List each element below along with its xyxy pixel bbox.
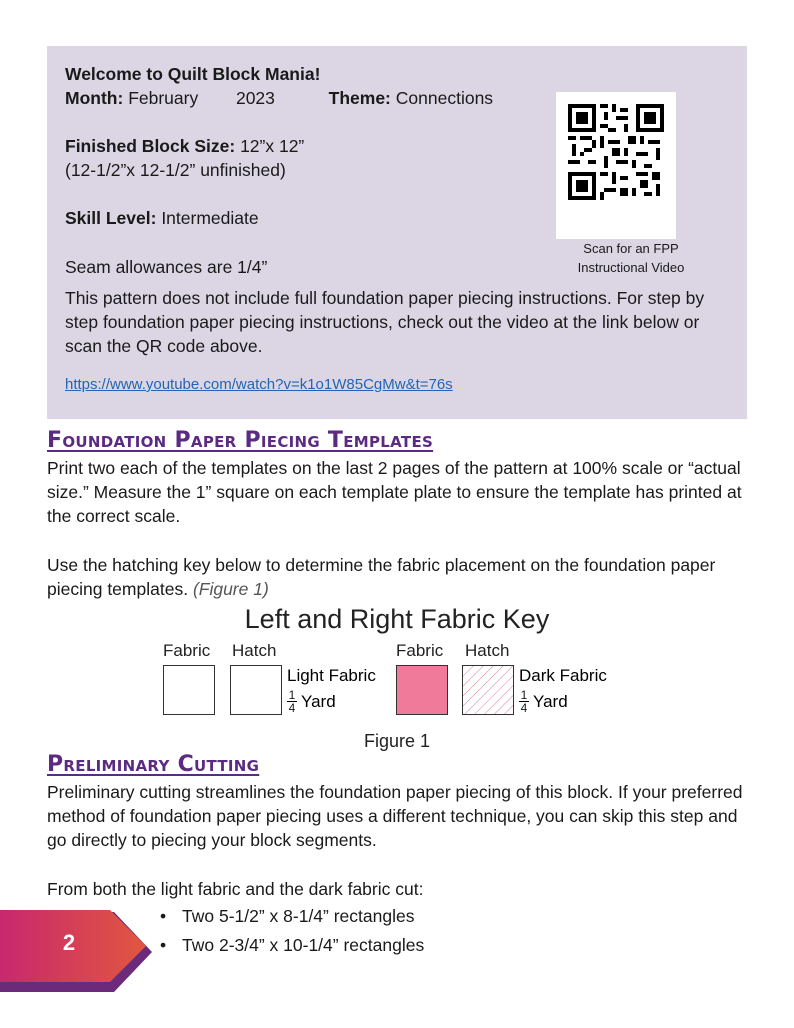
seam-allowance: Seam allowances are 1/4”: [65, 257, 268, 277]
month-label: Month:: [65, 88, 124, 108]
page-number: 2: [62, 930, 76, 955]
figure-caption: Figure 1: [363, 731, 431, 751]
templates-paragraph: Print two each of the templates on the last 2 pages of the pattern at 100% scale or “actual size.” Measure the 1” square on each template plate to ensure the template has printed at the correct scale.: [47, 458, 742, 526]
block-size-line: Finished Block Size: 12”x 12”: [65, 136, 305, 156]
cutting-paragraph: Preliminary cutting streamlines the foundation paper piecing of this block. If your preferred method of foundation paper piecing uses a different technique, you can skip this step and go directly to piecing your block segments.: [47, 782, 743, 850]
dark-hatch-col-label: Hatch: [465, 641, 510, 660]
dark-hatch-swatch: [462, 665, 514, 715]
cutting-heading: Preliminary Cutting: [47, 752, 260, 777]
cutting-intro: From both the light fabric and the dark fabric cut:: [47, 879, 424, 899]
light-fabric-col-label: Fabric: [163, 641, 211, 660]
hatching-paragraph: Use the hatching key below to determine the fabric placement on the foundation paper piecing templates. (Figure 1): [47, 555, 716, 599]
video-link[interactable]: https://www.youtube.com/watch?v=k1o1W85CgMw&t=76s: [65, 376, 453, 393]
month-value: February: [128, 88, 199, 108]
cutting-list: [160, 902, 424, 960]
qr-code[interactable]: [556, 92, 676, 239]
theme-value: Connections: [395, 88, 494, 108]
qr-caption: Scan for an FPP Instructional Video: [577, 241, 685, 275]
templates-heading: Foundation Paper Piecing Templates: [47, 428, 434, 453]
hatch-pattern-icon: [463, 666, 514, 715]
info-box: [47, 46, 747, 419]
light-fraction: 1 4: [288, 688, 296, 715]
figure-reference: (Figure 1): [192, 579, 269, 599]
light-fabric-name: Light Fabric: [287, 666, 376, 685]
list-item: • Two 2-3/4” x 10-1/4” rectangles: [160, 931, 424, 960]
fabric-key-title: Left and Right Fabric Key: [244, 604, 550, 634]
light-yard: Yard: [301, 692, 336, 711]
dark-fabric-swatch: [396, 665, 448, 715]
list-item: • Two 5-1/2” x 8-1/4” rectangles: [160, 902, 424, 931]
month-theme-line: [65, 87, 493, 109]
theme-label: Theme:: [328, 88, 391, 108]
info-paragraph: This pattern does not include full foundation paper piecing instructions. For step by step foundation paper piecing instructions, check out the video at the link below or scan the QR code above.: [65, 288, 705, 356]
light-hatch-col-label: Hatch: [232, 641, 277, 660]
welcome-title: Welcome to Quilt Block Mania!: [65, 64, 321, 84]
skill-level-line: Skill Level: Intermediate: [65, 208, 259, 228]
qr-code-icon: [568, 104, 664, 200]
dark-yard: Yard: [533, 692, 568, 711]
dark-fraction: 1 4: [520, 688, 528, 715]
dark-fabric-name: Dark Fabric: [519, 666, 607, 685]
dark-fabric-col-label: Fabric: [396, 641, 444, 660]
year-value: 2023: [235, 88, 275, 108]
unfinished-size: (12-1/2”x 12-1/2” unfinished): [65, 160, 286, 180]
light-fabric-swatch: [163, 665, 215, 715]
light-hatch-swatch: [230, 665, 282, 715]
